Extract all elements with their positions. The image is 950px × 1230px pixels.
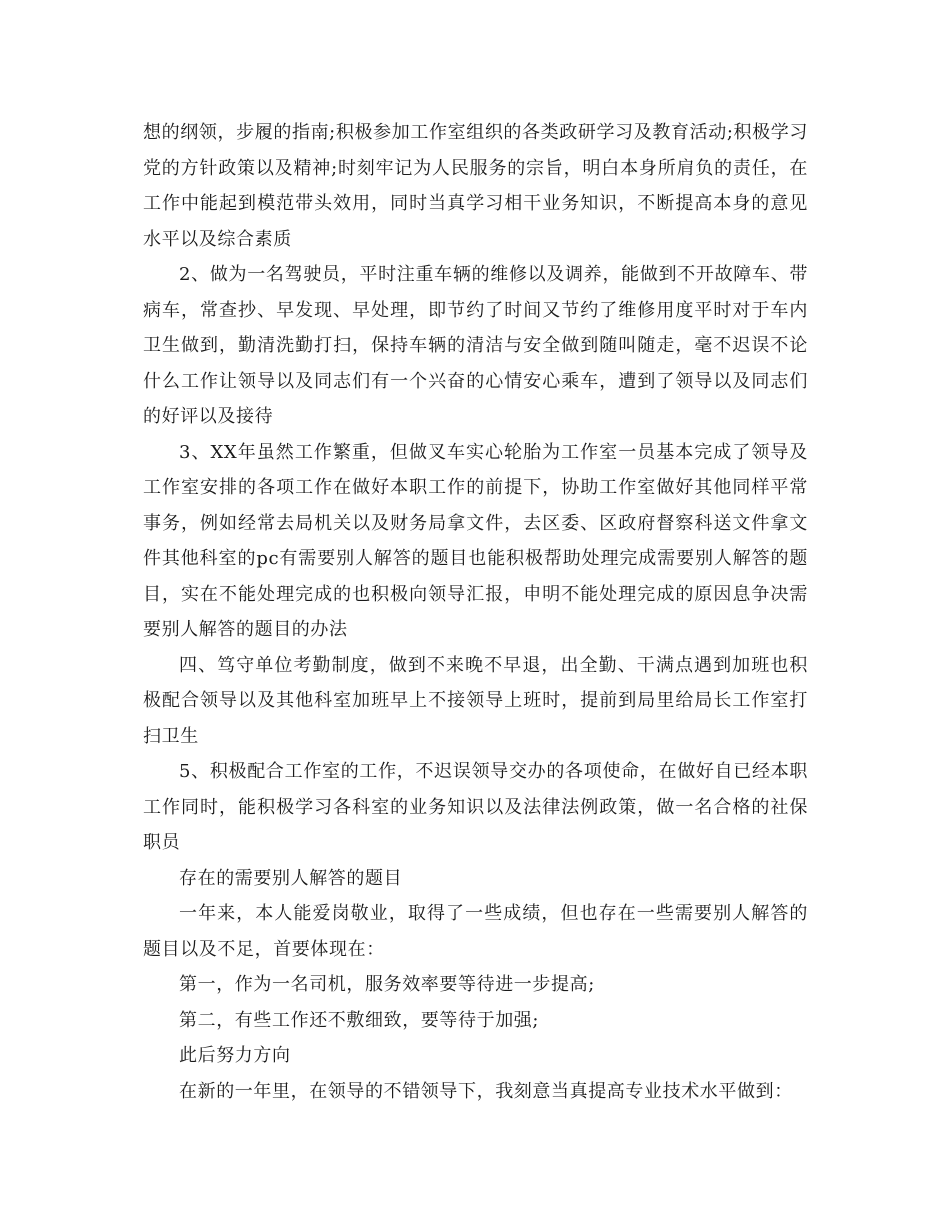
section-heading-problems: 存在的需要别人解答的题目 (179, 867, 403, 889)
paragraph-3: 3、XX年虽然工作繁重，但做叉车实心轮胎为工作室一员基本完成了领导及工作室安排的各项工作在做好本职工作的前提下，协助工作室做好其他同样平常事务，例如经常去局机关以及财务局拿文件，去区委、区政府督察科送文件拿文件其他科室的pc有需要别人解答的题目也能积极帮助处理完成需要别人解答的题目，实在不能处理完成的也积极向领导汇报，申明不能处理完成的原因息争决需要别人解答的题目的办法 (143, 441, 808, 640)
paragraph-7: 一年来，本人能爱岗敬业，取得了一些成绩，但也存在一些需要别人解答的题目以及不足，首要体现在： (143, 903, 808, 960)
paragraph-11: 在新的一年里，在领导的不错领导下，我刻意当真提高专业技术水平做到： (179, 1080, 793, 1102)
section-heading-direction: 此后努力方向 (179, 1045, 291, 1066)
paragraph-9: 第二，有些工作还不敷细致，要等待于加强; (179, 1009, 540, 1031)
paragraph-4: 四、笃守单位考勤制度，做到不来晚不早退，出全勤、干满点遇到加班也积极配合领导以及其他科室加班早上不接领导上班时，提前到局里给局长工作室打扫卫生 (143, 654, 808, 747)
paragraph-1: 想的纲领，步履的指南;积极参加工作室组织的各类政研学习及教育活动;积极学习党的方针政策以及精神;时刻牢记为人民服务的宗旨，明白本身所肩负的责任，在工作中能起到模范带头效用，同时当真学习相干业务知识，不断提高本身的意见水平以及综合素质 (143, 122, 808, 250)
paragraph-8: 第一，作为一名司机，服务效率要等待进一步提高; (179, 974, 595, 995)
paragraph-5: 5、积极配合工作室的工作，不迟误领导交办的各项使命，在做好自已经本职工作同时，能积极学习各科室的业务知识以及法律法例政策，做一名合格的社保职员 (143, 761, 808, 853)
document-body (143, 115, 808, 1109)
paragraph-2: 2、做为一名驾驶员，平时注重车辆的维修以及调养，能做到不开故障车、带病车，常查抄、早发现、早处理，即节约了时间又节约了维修用度平时对于车内卫生做到，勤清洗勤打扫，保持车辆的清洁与安全做到随叫随走，毫不迟误不论什么工作让领导以及同志们有一个兴奋的心情安心乘车，遭到了领导以及同志们的好评以及接待 (143, 264, 808, 427)
